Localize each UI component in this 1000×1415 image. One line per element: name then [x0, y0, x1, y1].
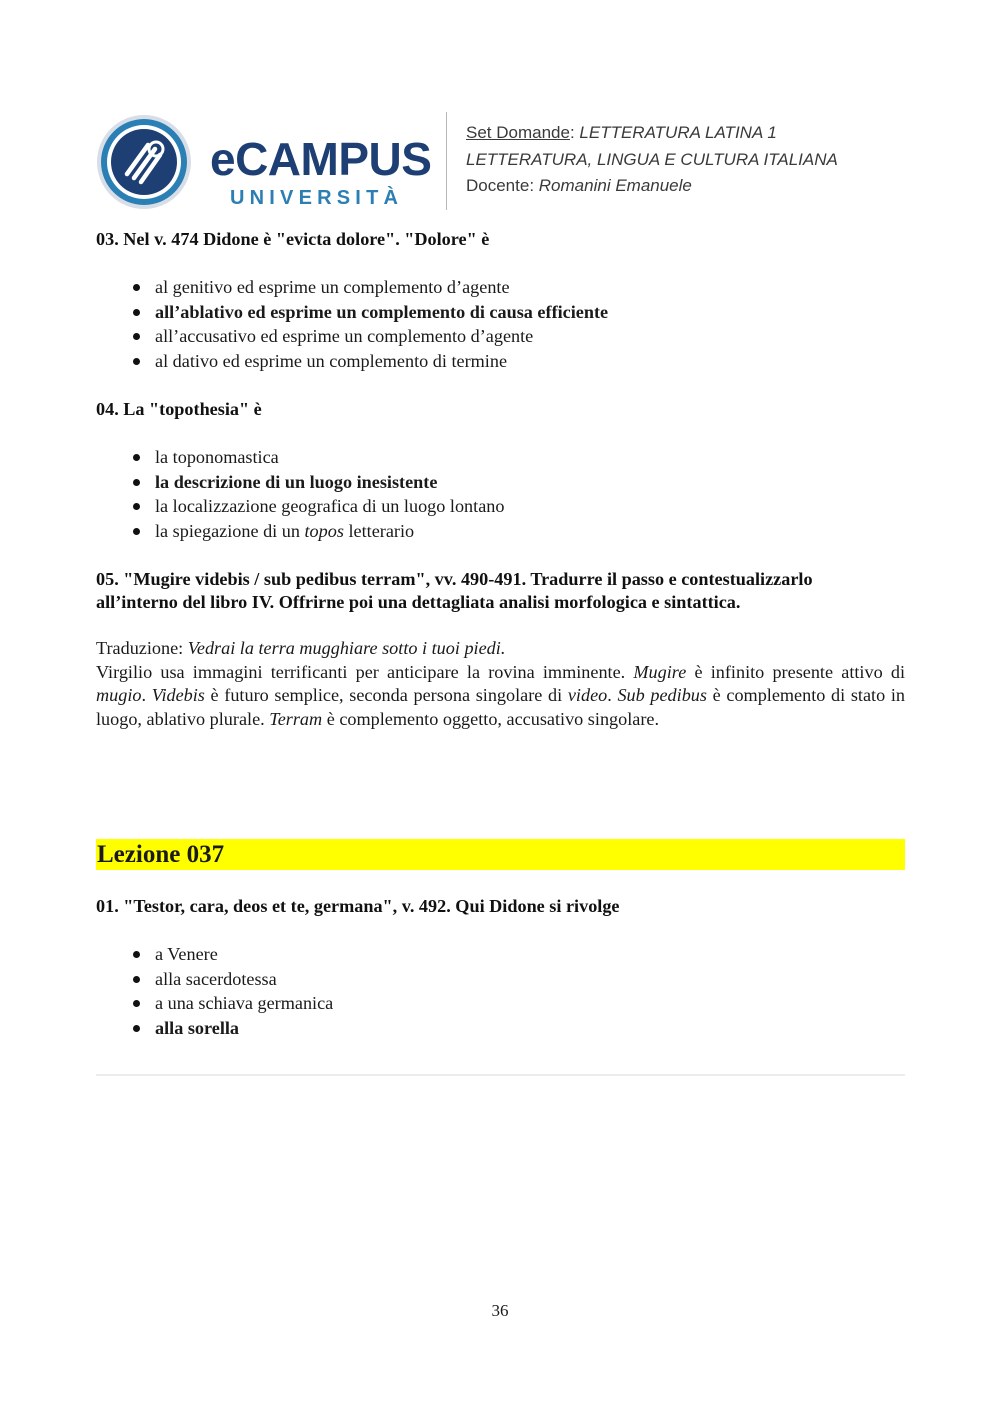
set-value: LETTERATURA LATINA 1 — [579, 123, 777, 142]
analysis-text: è complemento di stato in luogo, ablativo plurale. — [96, 685, 905, 729]
set-info: Set Domande: LETTERATURA LATINA 1 LETTERATURA, LINGUA E CULTURA ITALIANA Docente: Romanini Emanuele — [466, 123, 838, 195]
docente-value: Romanini Emanuele — [538, 176, 692, 195]
analysis-term: Videbis — [151, 685, 205, 705]
question-05-title-line1: 05. "Mugire videbis / sub pedibus terram", vv. 490-491. Tradurre il passo e contestualizzarlo — [96, 569, 813, 589]
question-05-title — [96, 568, 813, 614]
brand-wordmark — [210, 133, 432, 210]
brand-name: eCAMPUS — [210, 133, 432, 185]
brand-subtitle: UNIVERSITÀ — [230, 187, 404, 209]
translation — [96, 637, 905, 661]
list-item: la localizzazione geografica di un luogo lontano — [96, 494, 504, 519]
list-item-correct: la descrizione di un luogo inesistente — [96, 470, 504, 495]
list-item: al dativo ed esprime un complemento di termine — [96, 349, 608, 374]
set-value-line2: LETTERATURA, LINGUA E CULTURA ITALIANA — [466, 149, 838, 169]
translation-label: Traduzione: — [96, 638, 188, 658]
list-item — [96, 519, 504, 544]
question-03-options — [96, 275, 608, 373]
analysis-paragraph — [96, 661, 905, 732]
option-text: letterario — [343, 520, 415, 541]
list-item: la toponomastica — [96, 445, 504, 470]
lesson-title: Lezione 037 — [97, 841, 225, 868]
analysis-text: è complemento oggetto, accusativo singolare. — [322, 708, 660, 729]
docente-label: Docente — [466, 176, 530, 195]
question-04-options — [96, 445, 504, 543]
page-number: 36 — [491, 1301, 509, 1320]
analysis-term: Sub pedibus — [617, 685, 707, 705]
list-item: a una schiava germanica — [96, 991, 333, 1016]
lesson-heading — [96, 839, 905, 870]
translation-text: Vedrai la terra mugghiare sotto i tuoi piedi. — [187, 638, 506, 658]
analysis-text: Virgilio usa immagini terrificanti per anticipare la rovina imminente. — [96, 661, 634, 682]
question-03-title: 03. Nel v. 474 Didone è "evicta dolore". "Dolore" è — [96, 229, 490, 249]
document-header — [96, 110, 906, 210]
header-divider — [446, 112, 447, 210]
analysis-term: mugio — [96, 685, 142, 705]
lesson-037-question-01-title: 01. "Testor, cara, deos et te, germana", v. 492. Qui Didone si rivolge — [96, 896, 620, 916]
question-04-title: 04. La "topothesia" è — [96, 399, 262, 419]
question-05-answer — [96, 637, 905, 731]
ecampus-logo-icon — [96, 114, 192, 210]
analysis-text: . — [141, 685, 152, 705]
list-item: a Venere — [96, 942, 333, 967]
option-text: la spiegazione di un — [155, 520, 305, 541]
set-label: Set Domande — [466, 123, 570, 142]
analysis-text: è futuro semplice, seconda persona singolare di — [204, 685, 568, 705]
lesson-037-question-01-options — [96, 942, 333, 1040]
analysis-term: Terram — [269, 708, 323, 729]
option-text-italic: topos — [304, 520, 344, 541]
horizontal-divider — [96, 1074, 905, 1076]
list-item: alla sacerdotessa — [96, 967, 333, 992]
analysis-text: . — [607, 685, 618, 705]
list-item-correct: all’ablativo ed esprime un complemento di causa efficiente — [96, 300, 608, 325]
analysis-term: video — [567, 685, 608, 705]
analysis-text: è infinito presente attivo di — [686, 661, 905, 682]
list-item: all’accusativo ed esprime un complemento d’agente — [96, 324, 608, 349]
analysis-term: Mugire — [633, 661, 687, 682]
list-item-correct: alla sorella — [96, 1016, 333, 1041]
question-05-title-line2: all’interno del libro IV. Offrirne poi una dettagliata analisi morfologica e sintattica. — [96, 592, 741, 612]
list-item: al genitivo ed esprime un complemento d’agente — [96, 275, 608, 300]
